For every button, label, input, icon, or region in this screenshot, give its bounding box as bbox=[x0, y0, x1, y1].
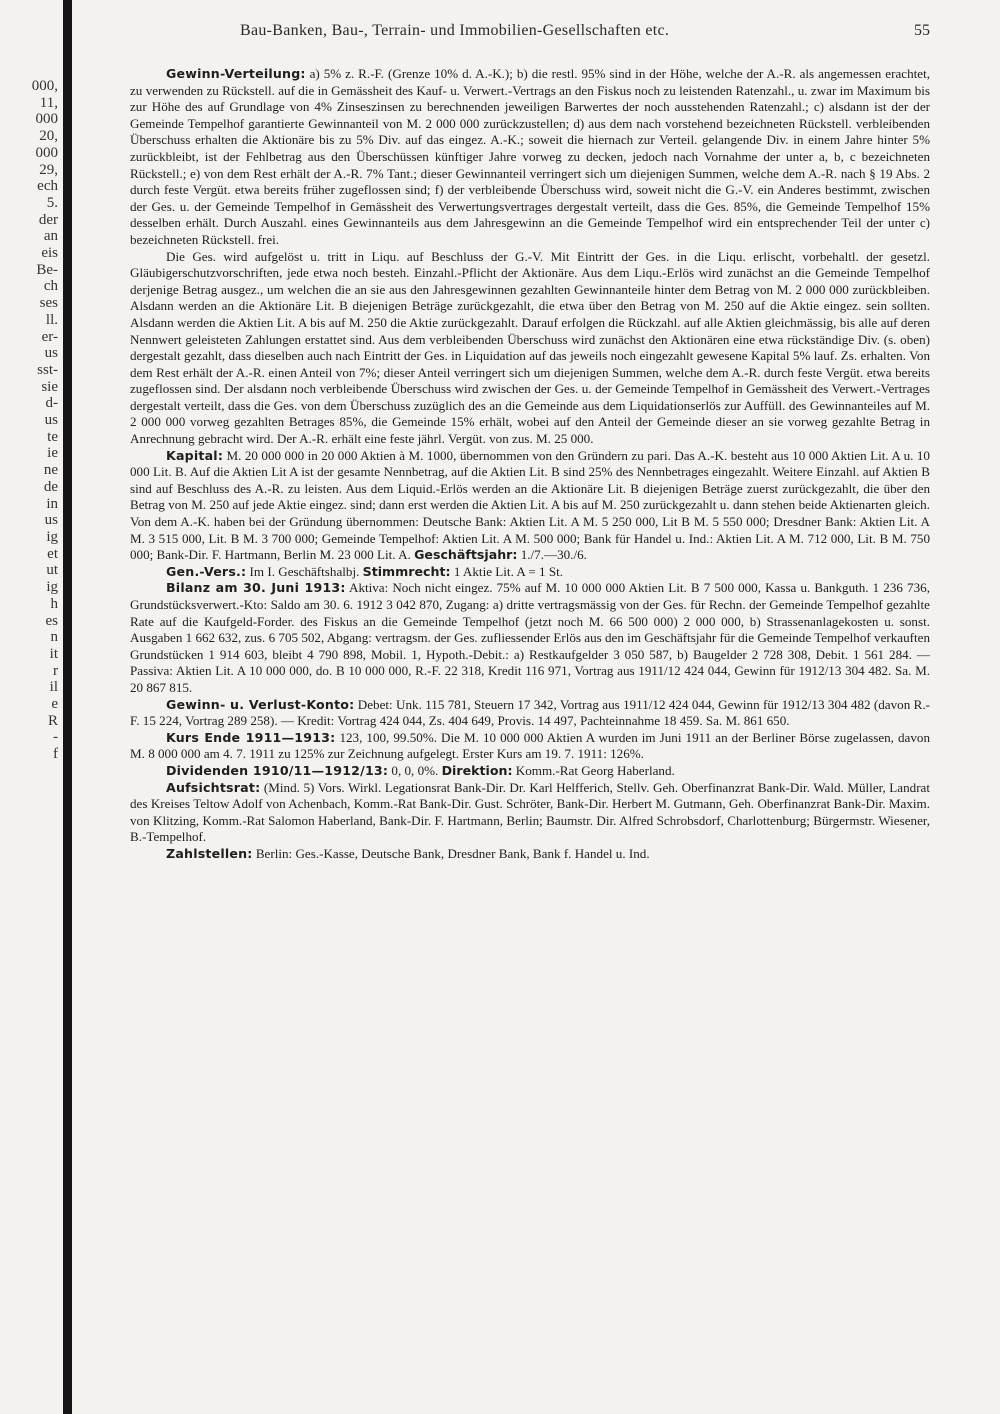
previous-page-margin bbox=[0, 78, 58, 763]
margin-fragment: in bbox=[46, 495, 58, 512]
margin-fragment: 11, bbox=[39, 94, 58, 111]
margin-fragment: 29, bbox=[39, 161, 58, 178]
margin-fragment: ll. bbox=[45, 311, 58, 328]
section-heading: Gewinn- u. Verlust-Konto: bbox=[166, 696, 355, 712]
margin-fragment: der bbox=[38, 211, 58, 228]
margin-fragment: it bbox=[49, 645, 58, 662]
section-kapital bbox=[130, 448, 930, 564]
running-head bbox=[130, 20, 930, 42]
margin-fragment: ech bbox=[37, 178, 58, 195]
section-heading: Kurs Ende 1911—1913: bbox=[166, 729, 336, 745]
margin-fragment: ig bbox=[46, 528, 58, 545]
margin-fragment: r bbox=[53, 662, 58, 679]
margin-fragment: 000 bbox=[35, 144, 58, 161]
body-text bbox=[130, 66, 930, 863]
margin-fragment: sst- bbox=[37, 361, 58, 378]
margin-fragment: an bbox=[43, 228, 58, 245]
page bbox=[130, 20, 930, 863]
margin-fragment: f bbox=[53, 746, 58, 763]
section-text: M. 20 000 000 in 20 000 Aktien à M. 1000, übernommen von den Gründern zu pari. Das A.-K. besteht aus 10 000 Aktien Lit. A u. 10 000 Lit. B. Auf die Aktien Lit A ist der gesamte Nennbetrag, auf die Aktien Lit. B sind 25% des Nennbetrages eingezahlt. Weitere Einzahl. auf Aktien B sind auf Beschluss des A.-R. zu leisten. Aus dem Liquid.-Erlös werden an die Aktionäre Lit. B diejenigen Beträge zuerst zurückgezahlt, die über den Betrag von M. 250 auf jede Aktie eingez. sind; dann erst werden die Aktien Lit. A bis auf M. 250 zurückgezahlt u. dann stehen beide Aktienarten gleich. Von dem A.-K. haben bei der Gründung übernommen: Deutsche Bank: Aktien Lit. A M. 5 250 000, Lit B M. 5 550 000; Dresdner Bank: Aktien Lit. A M. 3 515 000, Lit. B M. 3 700 000; Gemeinde Tempelhof: Aktien Lit. A M. 500 000; Bank für Handel u. Ind.: Aktien Lit. A M. 712 000, Lit. B M. 750 000; Bank-Dir. F. Hartmann, Berlin M. 23 000 Lit. A. bbox=[130, 447, 930, 563]
section-heading: Aufsichtsrat: bbox=[166, 779, 261, 795]
margin-fragment: eis bbox=[41, 245, 58, 262]
margin-fragment: ig bbox=[46, 579, 58, 596]
section-text: (Mind. 5) Vors. Wirkl. Legationsrat Bank-Dir. Dr. Karl Helfferich, Stellv. Geh. Oberfinanzrat Bank-Dir. Wald. Müller, Landrat des Kreises Teltow Adolf von Achenbach, Komm.-Rat Bank-Dir. Gust. Schröter, Bank-Dir. Herbert M. Gutmann, Geh. Oberfinanzrat Bank-Dir. Maxim. von Klitzing, Komm.-Rat Salomon Haberland, Bank-Dir. F. Hartmann, Berlin; Baumstr. Dir. Alfred Schrobsdorf, Charlottenburg; Bürgermstr. Wiesener, B.-Tempelhof. bbox=[130, 779, 931, 845]
margin-fragment: 000, bbox=[31, 78, 58, 94]
margin-fragment: n bbox=[50, 629, 58, 646]
dividenden-value: 0, 0, 0%. bbox=[391, 762, 439, 778]
section-text: Aktiva: Noch nicht eingez. 75% auf M. 10 000 000 Aktien Lit. B 7 500 000, Kassa u. Bankguth. 1 236 736, Grundstücksverwert.-Kto: Saldo am 30. 6. 1912 3 042 870, Zugang: a) dritte vertragsmässig von der Ges. für Rechn. der Gemeinde Tempelhof gezahlte Rate auf die Kaufgeld-Forder. des Fiskus an die Gemeinde Tempelhof (jetzt noch M. 66 500 000) 2 000 000, b) Strassenanlagekosten u. sonst. Ausgaben 1 662 632, zus. 6 705 502, Abgang: vertragsm. der Ges. zufliessender Erlös aus den im Geschäftsjahr für die Gemeinde Tempelhof verkauften Grundstücken 1 914 603, bleibt 4 790 898, Mobil. 1, Hypoth.-Debit.: a) Restkaufgelder 3 050 587, b) Baugelder 2 728 308, Debit. 1 561 284. — Passiva: Aktien Lit. A 10 000 000, do. B 10 000 000, R.-F. 22 318, Kredit 116 971, Vortrag aus 1911/12 424 044, Gewinn für 1912/13 304 482. Sa. M. 20 867 815. bbox=[130, 580, 930, 695]
section-gewinn-verlust bbox=[130, 697, 930, 730]
section-text: a) 5% z. R.-F. (Grenze 10% d. A.-K.); b) die restl. 95% sind in der Höhe, welche der A.-R. als angemessen erachtet, zu verwenden zu Rückstell. auf die in Gemässheit des Kauf- u. Verwert.-Vertrags an den Fiskus noch zu leistenden Ratenzahl., u. zwar im Maximum bis zur Höhe des auf Grundlage von 4% Zinseszinsen zu berechnenden jeweiligen Barwertes der noch ausstehenden Ratenzahl.; c) alsdann ist der der Gemeinde Tempelhof garantierte Gewinnanteil von M. 2 000 000 zurückzustellen; d) aus dem nach vorstehend bezeichneten Rückstell. verbleibenden Überschuss erhalten die Aktionäre bis zu 5% Div. auf das eingez. A.-K.; soweit die hiernach zur Verteil. gelangende Div. in einem Jahre hinter 5% zurückbleibt, ist der Fehlbetrag aus den Überschüssen künftiger Jahre vorweg zu decken, jedoch nach Vornahme der unter a, b, c bezeichneten Rückstell.; e) von dem Rest erhält der A.-R. 7% Tant.; dieser Gewinnanteil verringert sich um diejenigen Summen, welche dem A.-R. nach § 19 Abs. 2 durch feste Vergüt. etwa bereits früher zugeflossen sind; f) der verbleibende Überschuss wird, soweit nicht die G.-V. ein Anderes bestimmt, zwischen der Ges. u. der Gemeinde Tempelhof in Gemässheit des Verwertungsvertrages dergestalt verteilt, dass die Ges. 85%, die Gemeinde Tempelhof 15% desselben erhält. Durch Auszahl. eines Gewinnanteils aus dem Jahresgewinn an die Gemeinde Tempelhof wird ein entsprechender Teil der unter c) bezeichneten Rückstell. frei. bbox=[130, 66, 930, 247]
dividenden-label: Dividenden 1910/11—1912/13: bbox=[166, 762, 389, 778]
section-bilanz bbox=[130, 580, 930, 696]
section-zahlstellen bbox=[130, 846, 930, 863]
margin-fragment: sie bbox=[41, 378, 58, 395]
margin-fragment: ut bbox=[46, 562, 58, 579]
margin-fragment: ses bbox=[39, 295, 58, 312]
stimmrecht-label: Stimmrecht: bbox=[362, 563, 451, 579]
direktion-value: Komm.-Rat Georg Haberland. bbox=[515, 762, 675, 778]
section-kurs bbox=[130, 730, 930, 763]
gen-vers-label: Gen.-Vers.: bbox=[166, 563, 247, 579]
gen-vers-value: Im I. Geschäftshalbj. bbox=[249, 563, 360, 579]
binding-gutter bbox=[63, 0, 72, 1414]
direktion-label: Direktion: bbox=[441, 762, 513, 778]
margin-fragment: te bbox=[47, 428, 58, 445]
margin-fragment: de bbox=[43, 478, 58, 495]
margin-fragment: 5. bbox=[46, 194, 58, 211]
margin-fragment: et bbox=[47, 545, 58, 562]
margin-fragment: - bbox=[53, 729, 58, 746]
margin-fragment: il bbox=[49, 679, 58, 696]
section-heading: Bilanz am 30. Juni 1913: bbox=[166, 580, 346, 596]
margin-fragment: h bbox=[50, 595, 58, 612]
margin-fragment: ie bbox=[47, 445, 58, 462]
margin-fragment: R bbox=[47, 712, 58, 729]
section-text: 123, 100, 99.50%. Die M. 10 000 000 Aktien A wurden im Juni 1911 an der Berliner Börse zugelassen, davon M. 8 000 000 am 4. 7. 1911 zu 125% zur Zeichnung aufgelegt. Erster Kurs am 19. 7. 1911: 126%. bbox=[130, 729, 930, 762]
geschaeftsjahr-label: Geschäftsjahr: bbox=[414, 547, 518, 563]
margin-fragment: d- bbox=[45, 395, 58, 412]
section-heading: Gewinn-Verteilung: bbox=[166, 66, 306, 81]
section-gen-vers bbox=[130, 564, 930, 581]
margin-fragment: us bbox=[44, 345, 58, 362]
margin-fragment: us bbox=[44, 412, 58, 429]
section-dividenden bbox=[130, 763, 930, 780]
margin-fragment: es bbox=[45, 612, 58, 629]
section-text: Die Ges. wird aufgelöst u. tritt in Liqu. auf Beschluss der G.-V. Mit Eintritt der Ges. in die Liqu. erlischt, vorbehaltl. der gesetzl. Gläubigerschutzvorschriften, jede etwa noch besteh. Einzahl.-Pflicht der Aktionäre. Aus dem Liqu.-Erlös wird zunächst an die Gemeinde Tempelhof derjenige Betrag ausgez., um welchen die an sie aus den Jahresgewinnen gezahlten Gewinnanteile hinter dem Betrag von M. 2 000 000 zurückbleiben. Alsdann werden an die Aktionäre Lit. B diejenigen Beträge zurückgezahlt, die etwa über den Betrag von M. 250 auf die Aktie eingez. sein sollten. Alsdann werden die Aktien Lit. A bis auf M. 250 die Aktie zurückgezahlt. Darauf erfolgen die Rückzahl. auf alle Aktien gleichmässig, bis alle auf deren Nennwert geleisteten Zahlungen erstattet sind. Aus dem verbleibenden Überschuss wird zunächst den Aktionären eine etwa rückständige Div. (s. oben) dergestalt gezahlt, dass dieselben auch nach Eintritt der Ges. in Liquidation auf das jeweils noch eingezahlt gewesene Kapital 5% lauf. Zs. erhalten. Von dem Rest erhält der A.-R. einen Anteil von 7%; dieser Anteil verringert sich um diejenigen Summen, welche dem A.-R. durch feste Vergüt. etwa bereits zugeflossen sind. Der alsdann noch verbleibende Überschuss wird zwischen der Ges. u. der Gemeinde Tempelhof in Gemässheit des Verwert.-Vertrages dergestalt verteilt, dass die Ges. von dem Überschuss zuzüglich des an die Gemeinde aus dem Liquidationserlös zur Auffüll. des Gewinnanteiles auf M. 2 000 000 vorweg gezahlten Betrages 85%, die Gemeinde 15% erhält, wobei auf den Anteil der Gemeinde dieser an sie vorweg gezahlte Betrag in Anrechnung gebracht wird. Der A.-R. erhält eine feste jährl. Vergüt. von zus. M. 25 000. bbox=[130, 248, 930, 447]
margin-fragment: er- bbox=[41, 328, 58, 345]
margin-fragment: Be- bbox=[36, 261, 58, 278]
section-text: Berlin: Ges.-Kasse, Deutsche Bank, Dresdner Bank, Bank f. Handel u. Ind. bbox=[255, 845, 650, 861]
section-heading: Kapital: bbox=[166, 447, 224, 463]
margin-fragment: 20, bbox=[39, 128, 58, 145]
section-liquidation bbox=[130, 249, 930, 448]
margin-fragment: us bbox=[44, 512, 58, 529]
margin-fragment: ch bbox=[43, 278, 58, 295]
margin-fragment: 000 bbox=[35, 111, 58, 128]
stimmrecht-value: 1 Aktie Lit. A = 1 St. bbox=[453, 563, 564, 579]
margin-fragment: e bbox=[51, 696, 58, 713]
geschaeftsjahr-value: 1./7.—30./6. bbox=[520, 547, 587, 563]
running-head-title: Bau-Banken, Bau-, Terrain- und Immobilien-Gesellschaften etc. bbox=[240, 22, 670, 39]
section-heading: Zahlstellen: bbox=[166, 845, 253, 861]
margin-fragment: ne bbox=[43, 462, 58, 479]
section-gewinn-verteilung bbox=[130, 66, 930, 249]
section-text: Debet: Unk. 115 781, Steuern 17 342, Vortrag aus 1911/12 424 044, Gewinn für 1912/13 304 482 (davon R.-F. 15 224, Vortrag 289 258). — Kredit: Vortrag 424 044, Zs. 404 649, Provis. 14 497, Pachteinnahme 18 459. Sa. M. 861 650. bbox=[130, 696, 930, 729]
page-number: 55 bbox=[914, 22, 930, 39]
section-aufsichtsrat bbox=[130, 780, 930, 846]
